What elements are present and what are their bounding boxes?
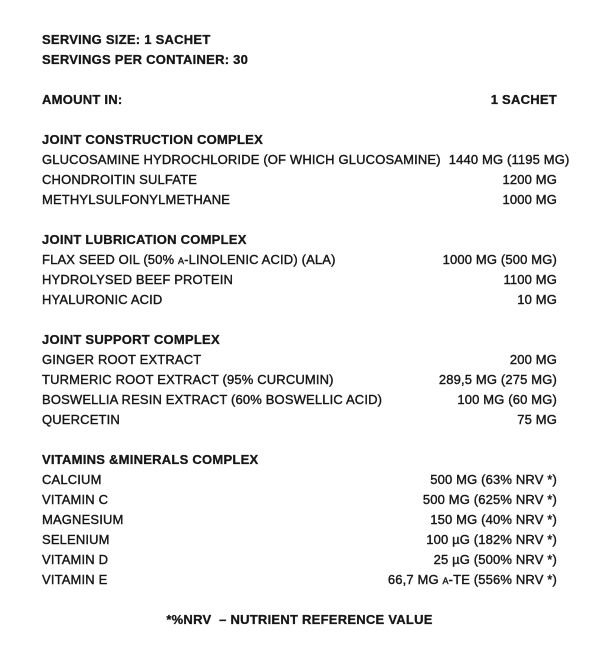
ingredient-row	[42, 550, 557, 570]
ingredient-row	[42, 250, 557, 270]
ingredient-name: FLAX SEED OIL (50% a-LINOLENIC ACID) (ALA)	[42, 252, 336, 267]
ingredient-amount: 1100 MG	[503, 272, 557, 287]
ingredient-row	[42, 470, 557, 490]
ingredient-row	[42, 510, 557, 530]
ingredient-row	[42, 170, 557, 190]
ingredient-amount: 1000 MG (500 MG)	[442, 252, 557, 267]
ingredient-name: CALCIUM	[42, 472, 102, 487]
ingredient-amount: 1200 MG	[502, 172, 557, 187]
ingredient-name: CHONDROITIN SULFATE	[42, 172, 198, 187]
serving-size: SERVING SIZE: 1 SACHET	[42, 32, 211, 47]
amount-in-label: AMOUNT IN:	[42, 92, 123, 107]
ingredient-amount: 500 MG (63% NRV *)	[430, 472, 557, 487]
ingredient-name: GINGER ROOT EXTRACT	[42, 352, 202, 367]
ingredient-name: SELENIUM	[42, 532, 110, 547]
nrv-footnote: *%NRV – NUTRIENT REFERENCE VALUE	[166, 612, 433, 627]
ingredient-amount: 25 µG (500% NRV *)	[433, 552, 557, 567]
ingredient-amount: 10 MG	[517, 292, 557, 307]
ingredient-amount: 1000 MG	[502, 192, 557, 207]
ingredient-row	[42, 530, 557, 550]
ingredient-name: QUERCETIN	[42, 412, 120, 427]
ingredient-row	[42, 190, 557, 210]
section-title: JOINT LUBRICATION COMPLEX	[42, 232, 247, 247]
ingredient-amount: 75 MG	[517, 412, 557, 427]
ingredient-amount: 200 MG	[509, 352, 557, 367]
section-joint-construction	[42, 130, 570, 210]
ingredient-name: BOSWELLIA RESIN EXTRACT (60% BOSWELLIC ACID)	[42, 392, 383, 407]
ingredient-amount: 1440 MG (1195 MG)	[448, 152, 570, 167]
ingredient-amount: 100 µG (182% NRV *)	[426, 532, 557, 547]
ingredient-amount: 289,5 MG (275 MG)	[438, 372, 557, 387]
section-title: VITAMINS &MINERALS COMPLEX	[42, 452, 259, 467]
ingredient-row	[42, 290, 557, 310]
ingredient-name: VITAMIN C	[42, 492, 109, 507]
servings-per-container: SERVINGS PER CONTAINER: 30	[42, 52, 249, 67]
section-title: JOINT CONSTRUCTION COMPLEX	[42, 132, 264, 147]
ingredient-row	[42, 570, 557, 590]
ingredient-row	[42, 270, 557, 290]
section-joint-support	[42, 330, 557, 430]
ingredient-amount: 100 MG (60 MG)	[457, 392, 557, 407]
ingredient-row	[42, 350, 557, 370]
ingredient-name: TURMERIC ROOT EXTRACT (95% CURCUMIN)	[42, 372, 334, 387]
ingredient-row	[42, 390, 557, 410]
ingredient-amount: 150 MG (40% NRV *)	[430, 512, 557, 527]
ingredient-name: VITAMIN D	[42, 552, 109, 567]
ingredient-name: HYDROLYSED BEEF PROTEIN	[42, 272, 234, 287]
ingredient-name: VITAMIN E	[42, 572, 108, 587]
section-vitamins-minerals	[42, 450, 557, 590]
ingredient-name: METHYLSULFONYLMETHANE	[42, 192, 231, 207]
section-title: JOINT SUPPORT COMPLEX	[42, 332, 220, 347]
ingredient-row	[42, 370, 557, 390]
ingredient-row	[42, 410, 557, 430]
ingredient-amount: 66,7 MG a-TE (556% NRV *)	[387, 572, 557, 587]
ingredient-name: HYALURONIC ACID	[42, 292, 163, 307]
ingredient-row	[42, 490, 557, 510]
ingredient-name: MAGNESIUM	[42, 512, 124, 527]
ingredient-name: GLUCOSAMINE HYDROCHLORIDE (OF WHICH GLUCOSAMINE)	[42, 152, 441, 167]
section-joint-lubrication	[42, 230, 557, 310]
ingredient-amount: 500 MG (625% NRV *)	[422, 492, 557, 507]
amount-in-value: 1 SACHET	[490, 92, 557, 107]
amount-header-row	[42, 90, 557, 110]
ingredient-row	[42, 150, 570, 170]
